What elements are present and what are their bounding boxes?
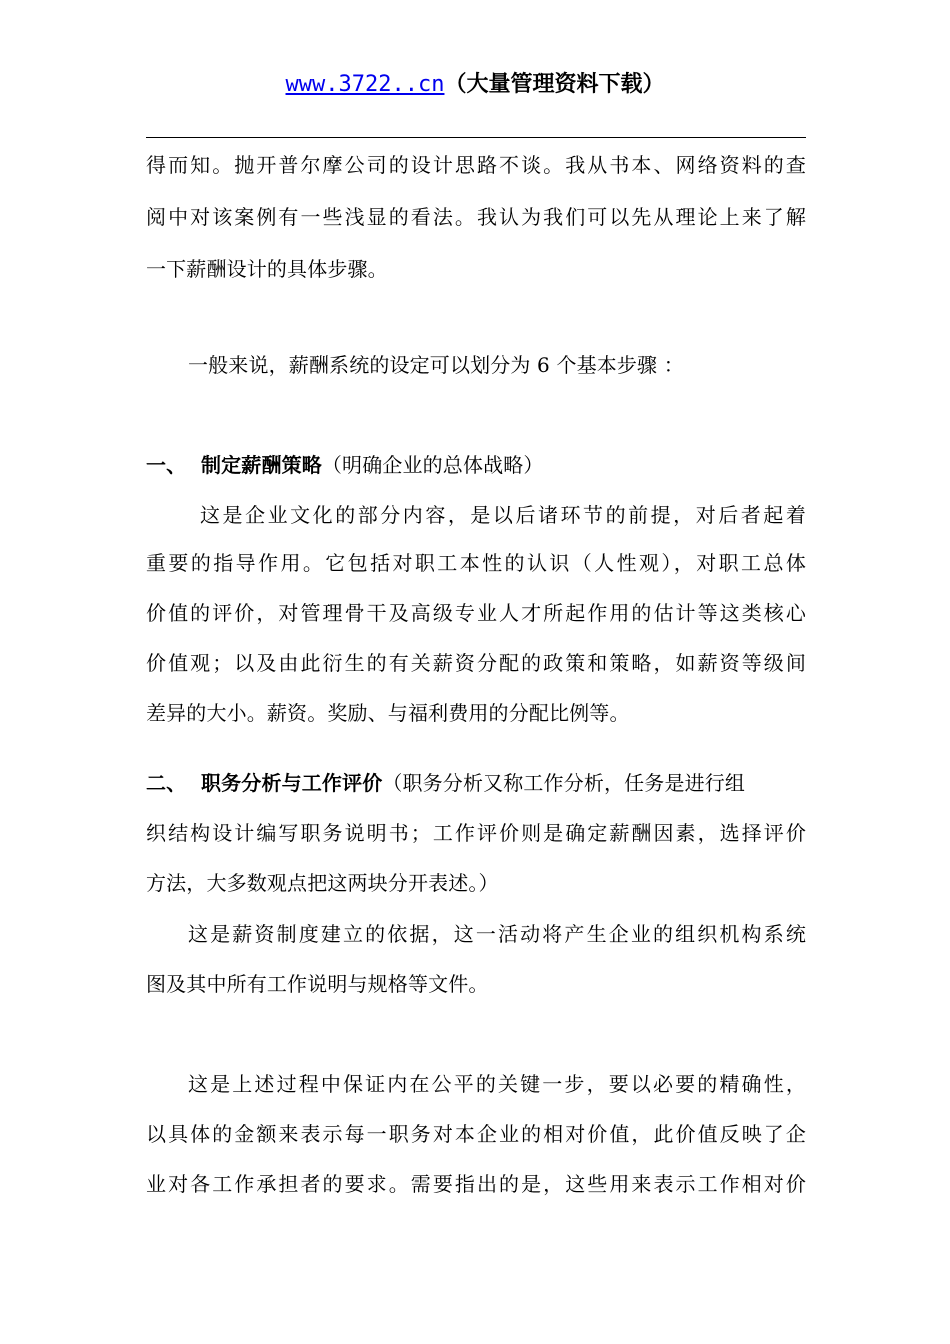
- paragraph-line: 这是上述过程中保证内在公平的关键一步，要以必要的精确性，: [188, 1072, 806, 1096]
- header-title: （大量管理资料下载）: [444, 72, 665, 97]
- paragraph-line: 得而知。抛开普尔摩公司的设计思路不谈。我从书本、网络资料的查: [146, 153, 806, 177]
- paragraph-line: 图及其中所有工作说明与规格等文件。: [146, 972, 489, 996]
- paragraph-line: 价值的评价，对管理骨干及高级专业人才所起作用的估计等这类核心: [146, 601, 806, 625]
- step2-title: 职务分析与工作评价: [201, 771, 383, 795]
- paragraph-line: 以具体的金额来表示每一职务对本企业的相对价值，此价值反映了企: [146, 1122, 806, 1146]
- page-header: [0, 66, 950, 103]
- paragraph-line: 织结构设计编写职务说明书；工作评价则是确定薪酬因素，选择评价: [146, 821, 806, 845]
- paragraph-line: 阅中对该案例有一些浅显的看法。我认为我们可以先从理论上来了解: [146, 205, 806, 229]
- intro-line: 一般来说，薪酬系统的设定可以划分为 6 个基本步骤 ：: [188, 353, 684, 377]
- step2-note: （职务分析又称工作分析，任务是进行组: [382, 771, 746, 795]
- step2-number: 二、: [146, 771, 187, 795]
- paragraph-line: 重要的指导作用。它包括对职工本性的认识（人性观），对职工总体: [146, 551, 806, 575]
- paragraph-line: 价值观；以及由此衍生的有关薪资分配的政策和策略，如薪资等级间: [146, 651, 806, 675]
- paragraph-line: 方法，大多数观点把这两块分开表述。）: [146, 871, 499, 895]
- paragraph-line: 这是企业文化的部分内容，是以后诸环节的前提，对后者起着: [200, 503, 806, 527]
- site-link[interactable]: www.3722..cn: [285, 72, 445, 97]
- paragraph-line: 业对各工作承担者的要求。需要指出的是，这些用来表示工作相对价: [146, 1172, 806, 1196]
- step1-number: 一、: [146, 453, 187, 477]
- step1-heading: [146, 447, 806, 483]
- header-divider: [146, 137, 806, 138]
- step2-heading: [146, 765, 806, 801]
- step1-note: （明确企业的总体战略）: [321, 453, 544, 477]
- paragraph-line: 一下薪酬设计的具体步骤。: [146, 257, 388, 281]
- paragraph-line: 差异的大小。薪资。奖励、与福利费用的分配比例等。: [146, 701, 630, 725]
- step1-title: 制定薪酬策略: [201, 453, 322, 477]
- paragraph-line: 这是薪资制度建立的依据，这一活动将产生企业的组织机构系统: [188, 922, 806, 946]
